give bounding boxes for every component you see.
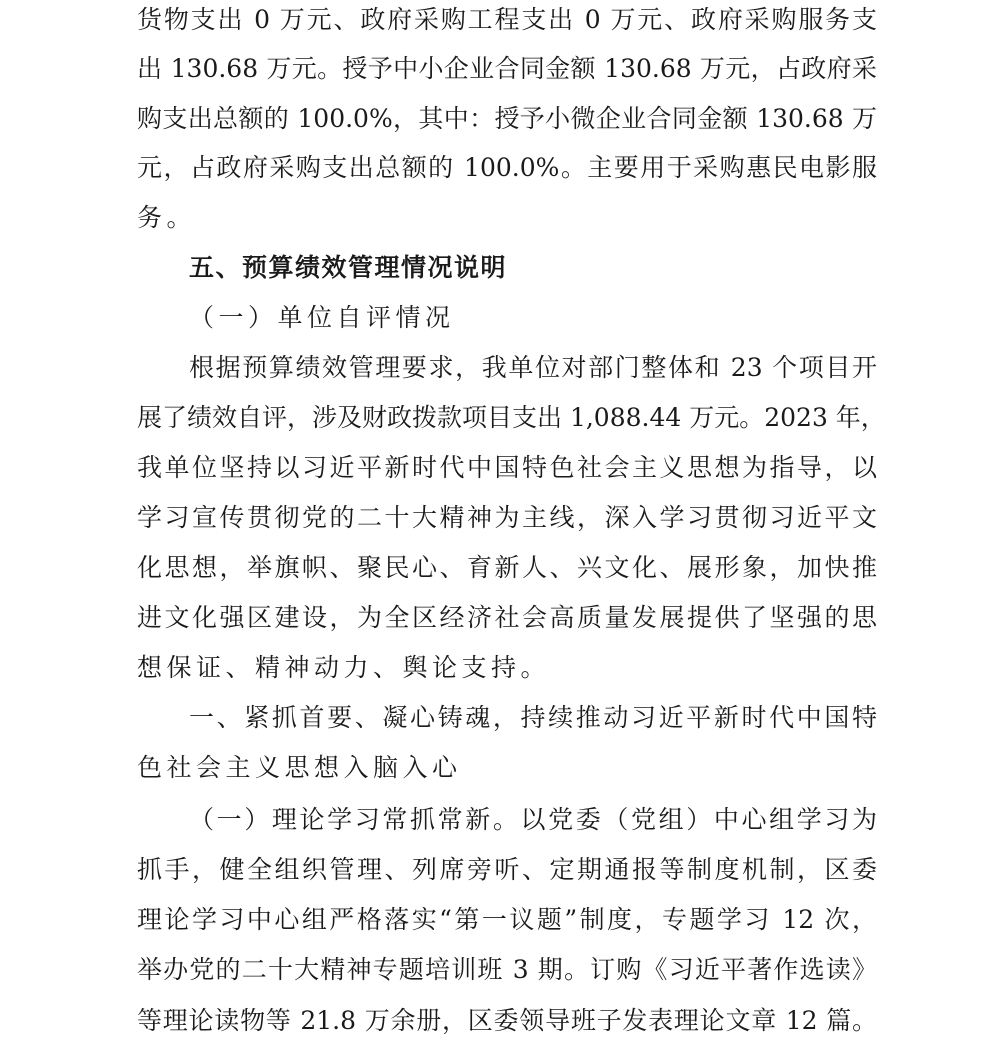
text-line: 化思想，举旗帜、聚民心、育新人、兴文化、展形象，加快推 xyxy=(137,553,877,582)
text-line: 等理论读物等 21.8 万余册，区委领导班子发表理论文章 12 篇。 xyxy=(137,1006,877,1035)
text-line: 抓手，健全组织管理、列席旁听、定期通报等制度机制，区委 xyxy=(137,855,877,884)
text-line: 根据预算绩效管理要求，我单位对部门整体和 23 个项目开 xyxy=(189,353,877,382)
text-line: 学习宣传贯彻党的二十大精神为主线，深入学习贯彻习近平文 xyxy=(137,503,877,532)
text-line: 进文化强区建设，为全区经济社会高质量发展提供了坚强的思 xyxy=(137,603,877,632)
text-line: 理论学习中心组严格落实“第一议题”制度，专题学习 12 次， xyxy=(137,905,877,934)
text-line: 我单位坚持以习近平新时代中国特色社会主义思想为指导，以 xyxy=(137,453,877,482)
text-line: 色社会主义思想入脑入心 xyxy=(137,753,462,782)
text-line: 出 130.68 万元。授予中小企业合同金额 130.68 万元，占政府采 xyxy=(137,54,877,83)
text-line: （一）理论学习常抓常新。以党委（党组）中心组学习为 xyxy=(189,805,877,834)
text-line: 货物支出 0 万元、政府采购工程支出 0 万元、政府采购服务支 xyxy=(137,5,877,34)
text-line: 购支出总额的 100.0%，其中：授予小微企业合同金额 130.68 万 xyxy=(137,104,877,133)
section-heading: 五、预算绩效管理情况说明 xyxy=(189,253,508,282)
text-line: 元，占政府采购支出总额的 100.0%。主要用于采购惠民电影服 xyxy=(137,153,877,182)
text-line: 展了绩效自评，涉及财政拨款项目支出 1,088.44 万元。2023 年， xyxy=(137,403,886,432)
text-line: 想保证、精神动力、舆论支持。 xyxy=(137,653,551,682)
text-line: 举办党的二十大精神专题培训班 3 期。订购《习近平著作选读》 xyxy=(137,955,877,984)
text-line: 务。 xyxy=(137,203,197,232)
text-line: 一、紧抓首要、凝心铸魂，持续推动习近平新时代中国特 xyxy=(189,703,877,732)
subsection-heading: （一）单位自评情况 xyxy=(189,303,455,332)
